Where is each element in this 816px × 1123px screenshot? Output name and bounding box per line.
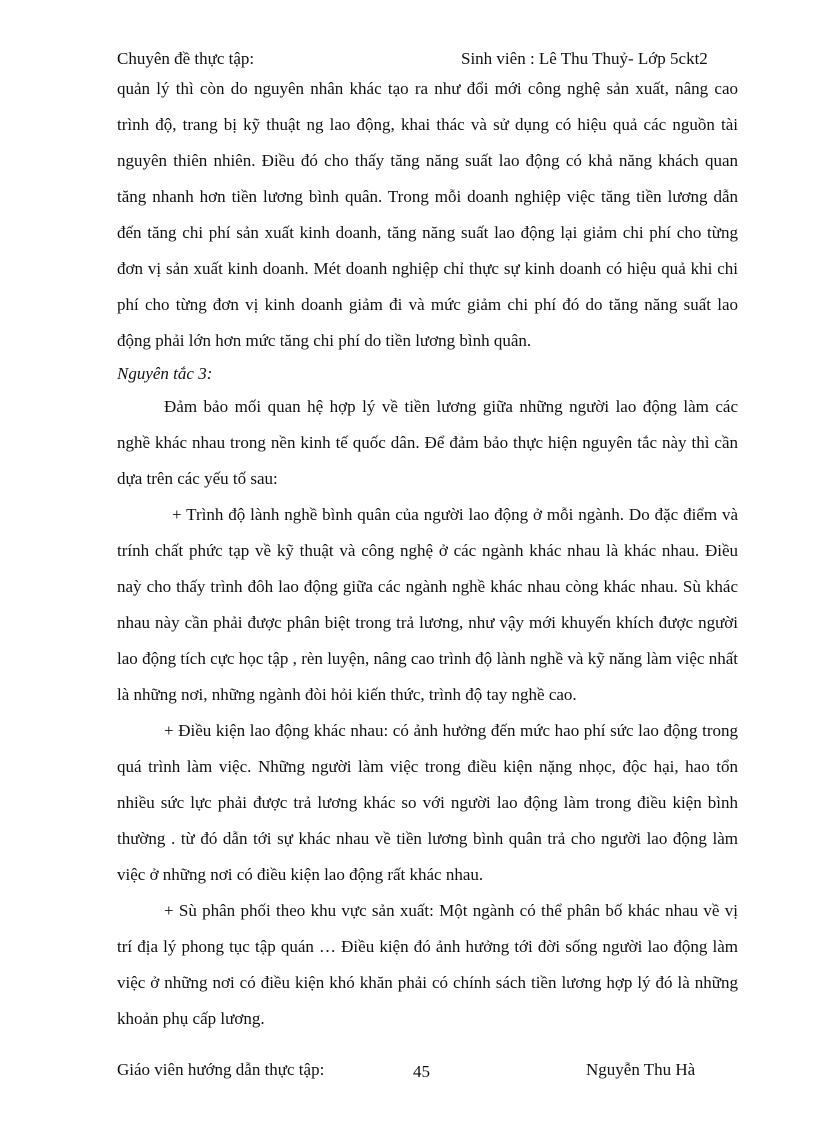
footer-supervisor-label: Giáo viên hướng dẫn thực tập:: [117, 1060, 325, 1079]
page-footer: [117, 1058, 737, 1082]
document-body: [117, 71, 738, 1037]
section-heading-principle-3: Nguyên tắc 3:: [117, 364, 213, 383]
paragraph-principle-3-intro: Đảm bảo mối quan hệ hợp lý về tiền lương giữa những người lao động làm các nghề khác nhau trong nền kinh tế quốc dân. Để đảm bảo thực hiện nguyên tắc này thì cần dựa trên các yếu tố sau:: [117, 397, 738, 488]
page-header: [117, 47, 737, 71]
footer-supervisor-name: Nguyễn Thu Hà: [586, 1060, 696, 1079]
header-topic-label: Chuyên đề thực tập:: [117, 49, 255, 68]
page-number: 45: [413, 1062, 430, 1081]
paragraph-skill-level: + Trình độ lành nghề bình quân của người lao động ở mỗi ngành. Do đặc điểm và trính chất phức tạp về kỹ thuật và công nghệ ở các ngành khác nhau là khác nhau. Điều naỳ cho thấy trình đôh lao động giữa các ngành nghề khác nhau còng khác nhau. Sù khác nhau này cần phải được phân biệt trong trả lương, như vậy mới khuyến khích được người lao động tích cực học tập , rèn luyện, nâng cao trình độ lành nghề và kỹ năng làm việc nhất là những nơi, những ngành đòi hỏi kiến thức, trình độ tay nghề cao.: [117, 505, 738, 704]
paragraph-regional-distribution: + Sù phân phối theo khu vực sản xuất: Một ngành có thể phân bố khác nhau về vị trí địa lý phong tục tập quán … Điều kiện đó ảnh hưởng tới đời sống người lao động làm việc ở những nơi có điều kiện khó khăn phải có chính sách tiền lương hợp lý đó là những khoản phụ cấp lương.: [117, 901, 738, 1028]
paragraph-continued: quản lý thì còn do nguyên nhân khác tạo ra như đổi mới công nghệ sản xuất, nâng cao trình độ, trang bị kỹ thuật ng lao động, khai thác và sử dụng có hiệu quả các nguồn tài nguyên thiên nhiên. Điều đó cho thấy tăng năng suất lao động có khả năng khách quan tăng nhanh hơn tiền lương bình quân. Trong mỗi doanh nghiệp việc tăng tiền lương dẫn đến tăng chi phí sản xuất kinh doanh, tăng năng suất lao động lại giảm chi phí cho từng đơn vị sản xuất kinh doanh. Mét doanh nghiệp chỉ thực sự kinh doanh có hiệu quả khi chi phí cho từng đơn vị kinh doanh giảm đi và mức giảm chi phí đó do tăng năng suất lao động phải lớn hơn mức tăng chi phí do tiền lương bình quân.: [117, 79, 738, 350]
header-student-info: Sinh viên : Lê Thu Thuỷ- Lớp 5ckt2: [461, 49, 708, 68]
paragraph-working-conditions: + Điều kiện lao động khác nhau: có ảnh hưởng đến mức hao phí sức lao động trong quá trình làm việc. Những người làm việc trong điều kiện nặng nhọc, độc hại, hao tổn nhiều sức lực phải được trả lương khác so với người lao động làm trong điều kiện bình thường . từ đó dẫn tới sự khác nhau về tiền lương bình quân trả cho người lao động làm việc ở những nơi có điều kiện lao động rất khác nhau.: [117, 721, 738, 884]
